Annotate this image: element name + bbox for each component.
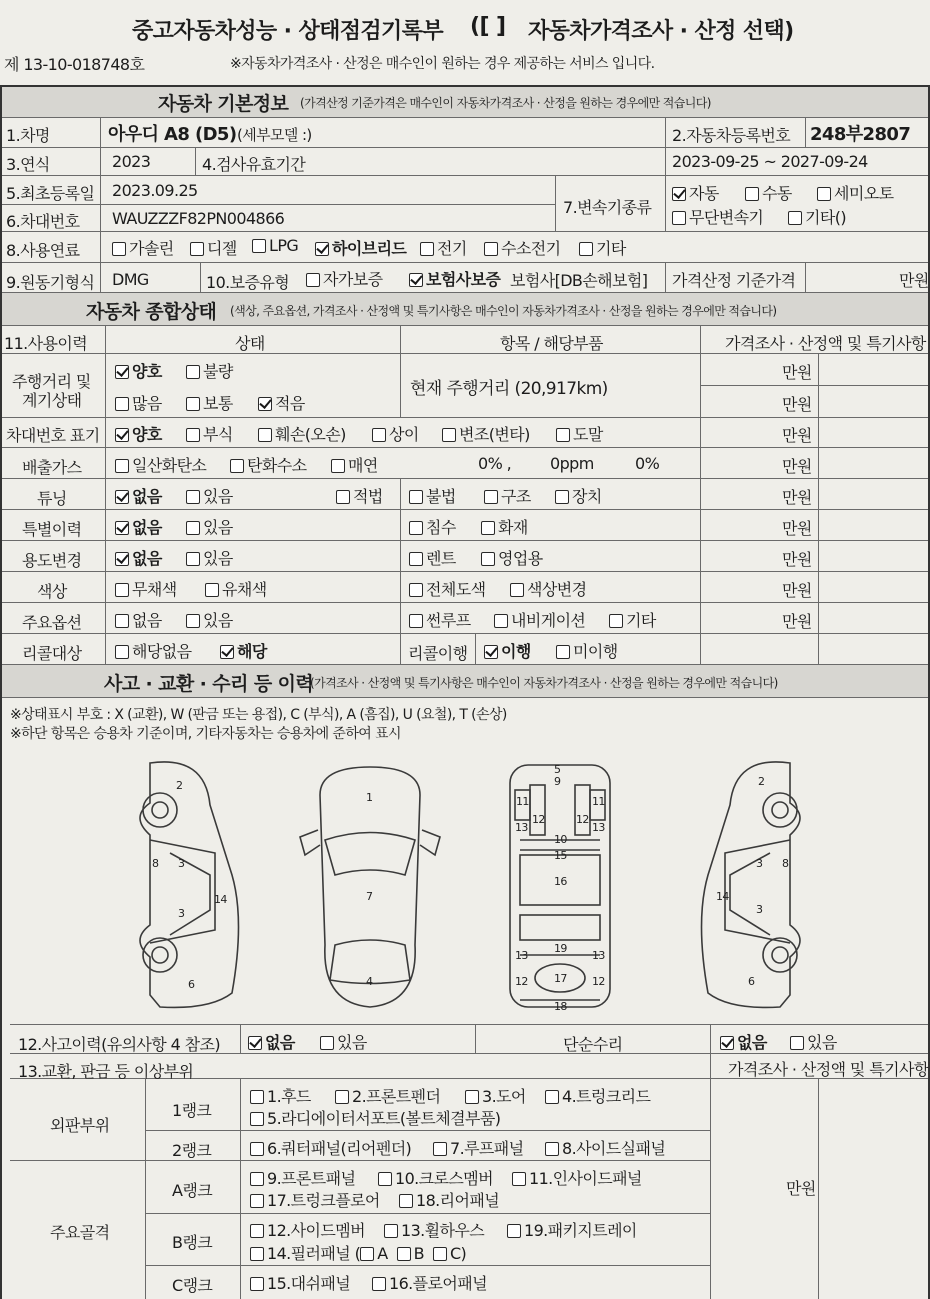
simple-repair-none[interactable]: 없음 xyxy=(720,1030,767,1053)
checkbox-manual[interactable] xyxy=(745,187,759,201)
accident-title: 사고 · 교환 · 수리 등 이력 xyxy=(104,673,314,695)
rank-2-label: 2랭크 xyxy=(172,1141,212,1160)
current-mileage: 현재 주행거리 (20,917km) xyxy=(410,379,608,399)
recall-label: 리콜대상 xyxy=(22,644,82,663)
checkbox-hybrid[interactable] xyxy=(315,242,329,256)
vin-label: 6.차대번호 xyxy=(6,212,80,231)
part-front-panel[interactable]: 9.프론트패널 xyxy=(250,1166,355,1189)
emission-hc[interactable]: 탄화수소 xyxy=(230,453,306,476)
checkbox-repair-none[interactable] xyxy=(720,1036,734,1050)
checkbox-hc[interactable] xyxy=(230,459,244,473)
price-unit: 만원 xyxy=(782,426,812,445)
transmission-semiauto[interactable]: 세미오토 xyxy=(817,181,893,204)
checkbox-pillar-a[interactable] xyxy=(360,1247,374,1261)
part-hood[interactable]: 1.후드 xyxy=(250,1084,311,1107)
frame-group-label: 주요골격 xyxy=(50,1223,110,1242)
year-value: 2023 xyxy=(112,152,151,171)
svg-text:10: 10 xyxy=(554,833,567,846)
state-col-header: 상태 xyxy=(235,334,265,353)
simple-repair-exists[interactable]: 있음 xyxy=(790,1030,837,1053)
checkbox-vin-painted[interactable] xyxy=(556,428,570,442)
special-history-label: 특별이력 xyxy=(22,520,82,539)
car-sub-model: (세부모델 :) xyxy=(237,126,312,144)
price-base-unit: 만원 xyxy=(899,271,929,290)
svg-text:12: 12 xyxy=(576,813,589,826)
usage-commercial[interactable]: 영업용 xyxy=(481,546,543,569)
checkbox-hood[interactable] xyxy=(250,1090,264,1104)
transmission-label: 7.변속기종류 xyxy=(563,198,652,217)
accident-none[interactable]: 없음 xyxy=(248,1030,295,1053)
condition-note: (색상, 주요옵션, 가격조사 · 산정액 및 특기사항은 매수인이 자동차가격조사 · 산정을 원하는 경우에만 적습니다) xyxy=(230,304,777,318)
price-unit: 만원 xyxy=(782,457,812,476)
checkbox-pillar-c[interactable] xyxy=(433,1247,447,1261)
history-col-header: 11.사용이력 xyxy=(4,334,88,353)
part-package-tray[interactable]: 19.패키지트레이 xyxy=(507,1218,637,1241)
fuel-other[interactable]: 기타 xyxy=(579,236,626,259)
price-unit: 만원 xyxy=(782,612,812,631)
doc-number: 제 13-10-018748호 xyxy=(4,55,145,74)
part-pillar-panel[interactable]: 14.필러패널 ( A B C) xyxy=(250,1241,466,1264)
checkbox-gasoline[interactable] xyxy=(112,242,126,256)
svg-text:13: 13 xyxy=(515,949,528,962)
svg-text:3: 3 xyxy=(756,903,763,916)
svg-text:13: 13 xyxy=(592,821,605,834)
usage-change-label: 용도변경 xyxy=(22,551,82,570)
car-top-view xyxy=(300,767,440,1007)
checkbox-mileage-high[interactable] xyxy=(115,397,129,411)
checkbox-tuning-exists[interactable] xyxy=(186,490,200,504)
checkbox-vin-corrosion[interactable] xyxy=(186,428,200,442)
svg-text:14: 14 xyxy=(214,893,227,906)
rank-1-label: 1랭크 xyxy=(172,1101,212,1120)
first-reg-label: 5.최초등록일 xyxy=(6,184,95,203)
recall-performed[interactable]: 이행 xyxy=(484,639,531,662)
svg-text:13: 13 xyxy=(592,949,605,962)
svg-text:5: 5 xyxy=(554,763,561,776)
engine-label: 9.원동기형식 xyxy=(6,273,95,292)
part-inside-panel[interactable]: 11.인사이드패널 xyxy=(512,1166,642,1189)
vin-value: WAUZZZF82PN004866 xyxy=(112,209,285,228)
checkbox-door[interactable] xyxy=(465,1090,479,1104)
checkbox-recall-na[interactable] xyxy=(115,645,129,659)
color-full-paint[interactable]: 전체도색 xyxy=(409,577,485,600)
tuning-label: 튜닝 xyxy=(37,489,67,508)
checkbox-insurance-warranty[interactable] xyxy=(409,273,423,287)
checkbox-tuning-device[interactable] xyxy=(555,490,569,504)
checkbox-recall-not-performed[interactable] xyxy=(556,645,570,659)
svg-text:12: 12 xyxy=(515,975,528,988)
abnormal-parts-label: 13.교환, 판금 등 이상부위 xyxy=(18,1062,194,1081)
car-name-label: 1.차명 xyxy=(6,126,50,145)
checkbox-special-none[interactable] xyxy=(115,521,129,535)
color-change[interactable]: 색상변경 xyxy=(510,577,586,600)
checkbox-accident-exists[interactable] xyxy=(320,1036,334,1050)
parts-price-header: 가격조사 · 산정액 및 특기사항 xyxy=(728,1060,929,1079)
car-right-side-view xyxy=(702,762,801,1008)
svg-text:11: 11 xyxy=(516,795,529,808)
checkbox-side-sill[interactable] xyxy=(545,1142,559,1156)
svg-text:8: 8 xyxy=(152,857,159,870)
fuel-hybrid[interactable]: 하이브리드 xyxy=(315,236,406,259)
part-wheel-house[interactable]: 13.휠하우스 xyxy=(384,1218,484,1241)
vin-mark-corrosion[interactable]: 부식 xyxy=(186,422,233,445)
first-reg-value: 2023.09.25 xyxy=(112,181,198,200)
title-right: 자동차가격조사 · 산정 선택) xyxy=(528,19,794,44)
mileage-high[interactable]: 많음 xyxy=(115,391,162,414)
svg-text:19: 19 xyxy=(554,942,567,955)
checkbox-accident-none[interactable] xyxy=(248,1036,262,1050)
part-cross-member[interactable]: 10.크로스멤버 xyxy=(378,1166,493,1189)
emission-smoke[interactable]: 매연 xyxy=(331,453,378,476)
checkbox-automatic[interactable] xyxy=(672,187,686,201)
svg-text:8: 8 xyxy=(782,857,789,870)
checkbox-rear-panel[interactable] xyxy=(399,1194,413,1208)
checkbox-mileage-low[interactable] xyxy=(258,397,272,411)
checkbox-chromatic[interactable] xyxy=(205,583,219,597)
inspect-label: 4.검사유효기간 xyxy=(202,155,306,174)
fuel-hydrogen[interactable]: 수소전기 xyxy=(484,236,560,259)
rank-b-label: B랭크 xyxy=(172,1233,213,1252)
checkbox-vin-damaged[interactable] xyxy=(258,428,272,442)
checkbox-roof-panel[interactable] xyxy=(433,1142,447,1156)
checkbox-trunk-lid[interactable] xyxy=(545,1090,559,1104)
warranty-label: 10.보증유형 xyxy=(206,273,290,292)
checkbox-mileage-normal[interactable] xyxy=(186,397,200,411)
fuel-gasoline[interactable]: 가솔린 xyxy=(112,236,174,259)
checkbox-hydrogen[interactable] xyxy=(484,242,498,256)
checkbox-tuning-structure[interactable] xyxy=(484,490,498,504)
vin-mark-damaged[interactable]: 훼손(오손) xyxy=(258,422,346,445)
car-damage-diagram xyxy=(0,745,930,1020)
usage-rent[interactable]: 렌트 xyxy=(409,546,456,569)
mileage-bad[interactable]: 불량 xyxy=(186,359,233,382)
passenger-car-note: ※하단 항목은 승용차 기준이며, 기타자동차는 승용차에 준하여 표시 xyxy=(10,726,401,742)
accident-history-label: 12.사고이력(유의사항 4 참조) xyxy=(18,1035,221,1054)
car-underbody-view xyxy=(510,763,610,1013)
checkbox-sunroof[interactable] xyxy=(409,614,423,628)
emission-co-value: 0% , xyxy=(478,454,512,473)
vin-mark-mismatch[interactable]: 상이 xyxy=(372,422,419,445)
checkbox-self-warranty[interactable] xyxy=(306,273,320,287)
fuel-electric[interactable]: 전기 xyxy=(420,236,467,259)
transmission-manual[interactable]: 수동 xyxy=(745,181,792,204)
emission-co[interactable]: 일산화탄소 xyxy=(115,453,206,476)
options-exists[interactable]: 있음 xyxy=(186,608,233,631)
checkbox-tuning-none[interactable] xyxy=(115,490,129,504)
svg-text:13: 13 xyxy=(515,821,528,834)
emission-hc-value: 0ppm xyxy=(550,454,594,473)
part-trunk-lid[interactable]: 4.트렁크리드 xyxy=(545,1084,650,1107)
checkbox-navigation[interactable] xyxy=(494,614,508,628)
checkbox-other[interactable] xyxy=(788,211,802,225)
vin-mark-altered[interactable]: 변조(변타) xyxy=(442,422,530,445)
parts-price-unit: 만원 xyxy=(786,1179,816,1198)
checkbox-mileage-good[interactable] xyxy=(115,365,129,379)
part-door[interactable]: 3.도어 xyxy=(465,1084,526,1107)
svg-text:3: 3 xyxy=(178,857,185,870)
simple-repair-label: 단순수리 xyxy=(563,1035,623,1054)
checkbox-vin-altered[interactable] xyxy=(442,428,456,442)
options-none[interactable]: 없음 xyxy=(115,608,162,631)
price-col-header: 가격조사 · 산정액 및 특기사항 xyxy=(725,334,926,353)
color-achromatic[interactable]: 무채색 xyxy=(115,577,177,600)
checkbox-cvt[interactable] xyxy=(672,211,686,225)
recall-not-applicable[interactable]: 해당없음 xyxy=(115,639,191,662)
title-left: 중고자동차성능 · 상태점검기록부 xyxy=(132,19,444,44)
recall-applicable[interactable]: 해당 xyxy=(220,639,267,662)
price-unit: 만원 xyxy=(782,581,812,600)
vin-mark-label: 차대번호 표기 xyxy=(6,426,100,445)
engine-value: DMG xyxy=(112,270,149,289)
svg-text:2: 2 xyxy=(176,779,183,792)
tuning-none[interactable]: 없음 xyxy=(115,484,162,507)
checkbox-quarter-panel[interactable] xyxy=(250,1142,264,1156)
svg-text:2: 2 xyxy=(758,775,765,788)
checkbox-color-change[interactable] xyxy=(510,583,524,597)
part-floor-panel[interactable]: 16.플로어패널 xyxy=(372,1271,487,1294)
tuning-device[interactable]: 장치 xyxy=(555,484,602,507)
checkbox-electric[interactable] xyxy=(420,242,434,256)
checkbox-mileage-bad[interactable] xyxy=(186,365,200,379)
price-unit: 만원 xyxy=(782,395,812,414)
transmission-cvt[interactable]: 무단변속기 xyxy=(672,205,763,228)
part-front-fender[interactable]: 2.프론트펜더 xyxy=(335,1084,440,1107)
price-unit: 만원 xyxy=(782,488,812,507)
checkbox-front-panel[interactable] xyxy=(250,1172,264,1186)
checkbox-recall-performed[interactable] xyxy=(484,645,498,659)
checkbox-fuel-other[interactable] xyxy=(579,242,593,256)
checkbox-achromatic[interactable] xyxy=(115,583,129,597)
checkbox-tuning-legal[interactable] xyxy=(336,490,350,504)
options-label: 주요옵션 xyxy=(22,613,82,632)
rank-c-label: C랭크 xyxy=(172,1276,213,1295)
svg-text:11: 11 xyxy=(592,795,605,808)
svg-text:3: 3 xyxy=(178,907,185,920)
part-roof-panel[interactable]: 7.루프패널 xyxy=(433,1136,524,1159)
svg-text:3: 3 xyxy=(756,857,763,870)
accident-note: (가격조사 · 산정액 및 특기사항은 매수인이 자동차가격조사 · 산정을 원하는 경우에만 적습니다) xyxy=(310,676,778,690)
svg-text:18: 18 xyxy=(554,1000,567,1013)
fuel-diesel[interactable]: 디젤 xyxy=(190,236,237,259)
transmission-automatic[interactable]: 자동 xyxy=(672,181,719,204)
condition-title: 자동차 종합상태 xyxy=(86,301,217,323)
vin-mark-painted[interactable]: 도말 xyxy=(556,422,603,445)
checkbox-usage-exists[interactable] xyxy=(186,552,200,566)
checkbox-vin-good[interactable] xyxy=(115,428,129,442)
exterior-group-label: 외판부위 xyxy=(50,1116,110,1135)
checkbox-options-none[interactable] xyxy=(115,614,129,628)
car-left-side-view xyxy=(140,762,239,1008)
checkbox-special-exists[interactable] xyxy=(186,521,200,535)
svg-text:12: 12 xyxy=(532,813,545,826)
svg-text:6: 6 xyxy=(188,978,195,991)
checkbox-trunk-floor[interactable] xyxy=(250,1194,264,1208)
checkbox-pillar-panel[interactable] xyxy=(250,1247,264,1261)
special-flood[interactable]: 침수 xyxy=(409,515,456,538)
price-unit: 만원 xyxy=(782,550,812,569)
checkbox-usage-none[interactable] xyxy=(115,552,129,566)
svg-text:1: 1 xyxy=(366,791,373,804)
part-radiator-support[interactable]: 5.라디에이터서포트(볼트체결부품) xyxy=(250,1106,500,1129)
checkbox-full-paint[interactable] xyxy=(409,583,423,597)
mileage-low[interactable]: 적음 xyxy=(258,391,305,414)
warranty-insurance[interactable]: 보험사보증 xyxy=(409,267,500,290)
checkbox-recall-applicable[interactable] xyxy=(220,645,234,659)
part-trunk-floor[interactable]: 17.트렁크플로어 xyxy=(250,1188,380,1211)
reg-no-value: 248부2807 xyxy=(810,124,911,145)
checkbox-fire[interactable] xyxy=(481,521,495,535)
reg-no-label: 2.자동차등록번호 xyxy=(672,126,791,145)
transmission-other[interactable]: 기타() xyxy=(788,205,846,228)
checkbox-radiator-support[interactable] xyxy=(250,1112,264,1126)
accident-exists[interactable]: 있음 xyxy=(320,1030,367,1053)
checkbox-smoke[interactable] xyxy=(331,459,345,473)
checkbox-front-fender[interactable] xyxy=(335,1090,349,1104)
checkbox-dash-panel[interactable] xyxy=(250,1277,264,1291)
option-sunroof[interactable]: 썬루프 xyxy=(409,608,471,631)
svg-text:9: 9 xyxy=(554,775,561,788)
vin-mark-good[interactable]: 양호 xyxy=(115,422,162,445)
svg-text:12: 12 xyxy=(592,975,605,988)
checkbox-lpg[interactable] xyxy=(252,239,266,253)
tuning-legal[interactable]: 적법 xyxy=(336,484,383,507)
basic-info-title: 자동차 기본정보 xyxy=(158,93,289,115)
part-quarter-panel[interactable]: 6.쿼터패널(리어펜더) xyxy=(250,1136,411,1159)
tuning-structure[interactable]: 구조 xyxy=(484,484,531,507)
usage-none[interactable]: 없음 xyxy=(115,546,162,569)
car-name-value: 아우디 A8 (D5) xyxy=(108,124,237,145)
mileage-label-2: 계기상태 xyxy=(22,391,82,410)
rank-a-label: A랭크 xyxy=(172,1181,213,1200)
checkbox-cross-member[interactable] xyxy=(378,1172,392,1186)
checkbox-package-tray[interactable] xyxy=(507,1224,521,1238)
checkbox-rent[interactable] xyxy=(409,552,423,566)
tuning-illegal[interactable]: 불법 xyxy=(409,484,456,507)
svg-text:17: 17 xyxy=(554,972,567,985)
part-dash-panel[interactable]: 15.대쉬패널 xyxy=(250,1271,350,1294)
checkbox-repair-exists[interactable] xyxy=(790,1036,804,1050)
checkbox-diesel[interactable] xyxy=(190,242,204,256)
color-label: 색상 xyxy=(37,582,67,601)
svg-text:16: 16 xyxy=(554,875,567,888)
symbol-legend: ※상태표시 부호 : X (교환), W (판금 또는 용접), C (부식), A (흠집), U (요철), T (손상) xyxy=(10,707,507,723)
special-exists[interactable]: 있음 xyxy=(186,515,233,538)
price-base-label: 가격산정 기준가격 xyxy=(672,271,796,290)
color-chromatic[interactable]: 유채색 xyxy=(205,577,267,600)
checkbox-options-exists[interactable] xyxy=(186,614,200,628)
warranty-self[interactable]: 자가보증 xyxy=(306,267,382,290)
checkbox-commercial[interactable] xyxy=(481,552,495,566)
fuel-lpg[interactable]: LPG xyxy=(252,236,298,255)
tuning-exists[interactable]: 있음 xyxy=(186,484,233,507)
option-other[interactable]: 기타 xyxy=(609,608,656,631)
inspect-value: 2023-09-25 ~ 2027-09-24 xyxy=(672,152,868,171)
price-unit: 만원 xyxy=(782,519,812,538)
emission-smoke-value: 0% xyxy=(635,454,660,473)
svg-text:4: 4 xyxy=(366,975,373,988)
recall-not-performed[interactable]: 미이행 xyxy=(556,639,618,662)
special-none[interactable]: 없음 xyxy=(115,515,162,538)
svg-text:6: 6 xyxy=(748,975,755,988)
title-bracket: ([ ] xyxy=(470,14,506,39)
checkbox-inside-panel[interactable] xyxy=(512,1172,526,1186)
checkbox-vin-mismatch[interactable] xyxy=(372,428,386,442)
basic-info-note: (가격산정 기준가격은 매수인이 자동차가격조사 · 산정을 원하는 경우에만 적습니다) xyxy=(300,96,711,110)
item-col-header: 항목 / 해당부품 xyxy=(500,334,603,353)
checkbox-floor-panel[interactable] xyxy=(372,1277,386,1291)
checkbox-flood[interactable] xyxy=(409,521,423,535)
checkbox-wheel-house[interactable] xyxy=(384,1224,398,1238)
insurer-name: 보험사[DB손해보험] xyxy=(510,271,648,290)
svg-text:15: 15 xyxy=(554,849,567,862)
svg-text:14: 14 xyxy=(716,890,729,903)
fuel-label: 8.사용연료 xyxy=(6,241,80,260)
part-side-member[interactable]: 12.사이드멤버 xyxy=(250,1218,365,1241)
usage-exists[interactable]: 있음 xyxy=(186,546,233,569)
checkbox-tuning-illegal[interactable] xyxy=(409,490,423,504)
checkbox-option-other[interactable] xyxy=(609,614,623,628)
svg-text:7: 7 xyxy=(366,890,373,903)
service-notice: ※자동차가격조사 · 산정은 매수인이 원하는 경우 제공하는 서비스 입니다. xyxy=(230,56,655,72)
mileage-normal[interactable]: 보통 xyxy=(186,391,233,414)
option-navigation[interactable]: 내비게이션 xyxy=(494,608,585,631)
mileage-good[interactable]: 양호 xyxy=(115,359,162,382)
price-unit: 만원 xyxy=(782,363,812,382)
part-rear-panel[interactable]: 18.리어패널 xyxy=(399,1188,499,1211)
year-label: 3.연식 xyxy=(6,155,50,174)
mileage-label-1: 주행거리 및 xyxy=(12,372,91,391)
checkbox-pillar-b[interactable] xyxy=(397,1247,411,1261)
checkbox-side-member[interactable] xyxy=(250,1224,264,1238)
checkbox-co[interactable] xyxy=(115,459,129,473)
emission-label: 배출가스 xyxy=(22,458,82,477)
recall-perform-label: 리콜이행 xyxy=(408,644,468,663)
checkbox-semiauto[interactable] xyxy=(817,187,831,201)
part-side-sill[interactable]: 8.사이드실패널 xyxy=(545,1136,665,1159)
special-fire[interactable]: 화재 xyxy=(481,515,528,538)
